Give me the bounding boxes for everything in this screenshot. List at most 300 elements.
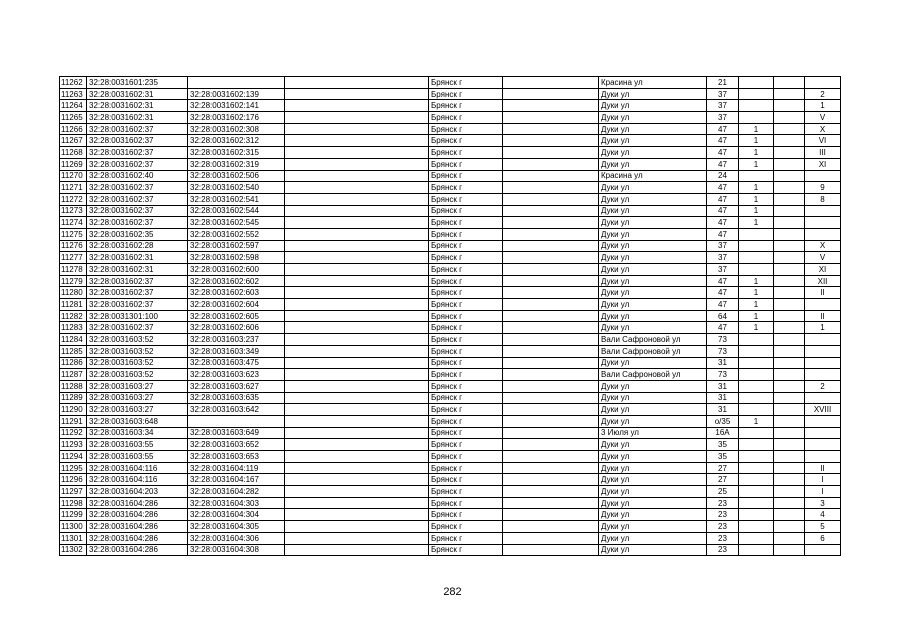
table-cell bbox=[503, 544, 599, 556]
table-cell bbox=[739, 427, 774, 439]
table-cell: 47 bbox=[707, 299, 739, 311]
table-cell: 32:28:0031603:475 bbox=[188, 357, 285, 369]
table-cell bbox=[285, 369, 429, 381]
table-cell: 32:28:0031603:635 bbox=[188, 392, 285, 404]
table-cell: Брянск г bbox=[429, 170, 503, 182]
table-cell bbox=[805, 451, 841, 463]
table-cell bbox=[774, 88, 805, 100]
table-cell bbox=[188, 77, 285, 89]
table-cell: Дуки ул bbox=[599, 392, 707, 404]
table-cell bbox=[285, 509, 429, 521]
table-cell: 47 bbox=[707, 228, 739, 240]
table-cell: 32:28:0031604:282 bbox=[188, 486, 285, 498]
table-cell: 32:28:0031603:237 bbox=[188, 334, 285, 346]
table-cell bbox=[503, 123, 599, 135]
table-cell: 32:28:0031602:604 bbox=[188, 299, 285, 311]
table-cell: 23 bbox=[707, 509, 739, 521]
table-row bbox=[60, 264, 841, 276]
table-cell bbox=[285, 345, 429, 357]
table-row bbox=[60, 462, 841, 474]
table-cell bbox=[285, 252, 429, 264]
table-cell: 32:28:0031603:34 bbox=[87, 427, 188, 439]
table-cell: 32:28:0031602:552 bbox=[188, 228, 285, 240]
table-cell: 11275 bbox=[60, 228, 87, 240]
table-row bbox=[60, 100, 841, 112]
table-cell bbox=[285, 88, 429, 100]
table-cell bbox=[774, 497, 805, 509]
table-cell bbox=[285, 100, 429, 112]
table-cell: Брянск г bbox=[429, 451, 503, 463]
table-cell: II bbox=[805, 287, 841, 299]
table-cell: X bbox=[805, 240, 841, 252]
table-cell bbox=[503, 521, 599, 533]
table-cell: X bbox=[805, 123, 841, 135]
table-cell: 32:28:0031603:623 bbox=[188, 369, 285, 381]
table-cell: Дуки ул bbox=[599, 88, 707, 100]
table-cell bbox=[503, 228, 599, 240]
table-cell bbox=[774, 462, 805, 474]
table-cell bbox=[774, 299, 805, 311]
table-cell: 11299 bbox=[60, 509, 87, 521]
table-cell bbox=[739, 357, 774, 369]
table-cell: 32:28:0031602:597 bbox=[188, 240, 285, 252]
table-cell: Дуки ул bbox=[599, 240, 707, 252]
table-cell bbox=[739, 112, 774, 124]
table-cell bbox=[503, 264, 599, 276]
table-cell: Дуки ул bbox=[599, 486, 707, 498]
table-cell: Дуки ул bbox=[599, 193, 707, 205]
table-cell bbox=[503, 193, 599, 205]
page-number: 282 bbox=[443, 586, 462, 598]
table-cell: 32:28:0031602:605 bbox=[188, 310, 285, 322]
table-cell bbox=[774, 521, 805, 533]
table-cell: 1 bbox=[739, 217, 774, 229]
table-cell: 32:28:0031602:37 bbox=[87, 182, 188, 194]
table-cell bbox=[774, 147, 805, 159]
table-cell bbox=[503, 147, 599, 159]
table-cell: 23 bbox=[707, 521, 739, 533]
table-cell: 37 bbox=[707, 240, 739, 252]
table-row bbox=[60, 380, 841, 392]
table-cell: 31 bbox=[707, 380, 739, 392]
table-cell bbox=[805, 544, 841, 556]
table-cell: 32:28:0031602:598 bbox=[188, 252, 285, 264]
table-cell: Брянск г bbox=[429, 404, 503, 416]
table-cell bbox=[774, 217, 805, 229]
table-cell: 11277 bbox=[60, 252, 87, 264]
table-cell bbox=[805, 439, 841, 451]
table-cell bbox=[774, 100, 805, 112]
table-cell bbox=[739, 334, 774, 346]
table-cell bbox=[805, 228, 841, 240]
table-cell: 32:28:0031604:119 bbox=[188, 462, 285, 474]
table-cell bbox=[285, 158, 429, 170]
table-cell: 5 bbox=[805, 521, 841, 533]
table-cell bbox=[285, 170, 429, 182]
table-cell bbox=[285, 486, 429, 498]
table-cell bbox=[739, 100, 774, 112]
table-cell: 11266 bbox=[60, 123, 87, 135]
table-cell: Брянск г bbox=[429, 474, 503, 486]
table-cell: Брянск г bbox=[429, 357, 503, 369]
table-cell: 32:28:0031602:139 bbox=[188, 88, 285, 100]
table-cell bbox=[774, 158, 805, 170]
table-cell bbox=[503, 182, 599, 194]
table-row bbox=[60, 474, 841, 486]
table-cell bbox=[774, 112, 805, 124]
table-cell: 32:28:0031603:652 bbox=[188, 439, 285, 451]
table-cell: 32:28:0031602:37 bbox=[87, 135, 188, 147]
table-cell: 1 bbox=[805, 100, 841, 112]
table-cell: 4 bbox=[805, 509, 841, 521]
table-cell bbox=[739, 474, 774, 486]
table-cell bbox=[774, 544, 805, 556]
table-cell: 32:28:0031602:35 bbox=[87, 228, 188, 240]
table-cell bbox=[503, 474, 599, 486]
table-cell: Брянск г bbox=[429, 415, 503, 427]
table-cell: Дуки ул bbox=[599, 158, 707, 170]
table-cell bbox=[285, 228, 429, 240]
table-cell: 37 bbox=[707, 112, 739, 124]
table-cell bbox=[285, 439, 429, 451]
table-cell: Дуки ул bbox=[599, 217, 707, 229]
table-row bbox=[60, 205, 841, 217]
table-cell: 25 bbox=[707, 486, 739, 498]
table-cell: Брянск г bbox=[429, 334, 503, 346]
table-cell: 32:28:0031602:37 bbox=[87, 158, 188, 170]
table-cell: 11264 bbox=[60, 100, 87, 112]
table-cell bbox=[774, 357, 805, 369]
table-cell: 32:28:0031604:308 bbox=[188, 544, 285, 556]
table-cell bbox=[805, 415, 841, 427]
table-cell: Брянск г bbox=[429, 310, 503, 322]
table-cell: Брянск г bbox=[429, 228, 503, 240]
table-cell: Дуки ул bbox=[599, 474, 707, 486]
table-cell: Дуки ул bbox=[599, 264, 707, 276]
table-row bbox=[60, 252, 841, 264]
table-cell: Дуки ул bbox=[599, 182, 707, 194]
table-cell: 1 bbox=[805, 322, 841, 334]
table-cell: Дуки ул bbox=[599, 310, 707, 322]
table-cell: XI bbox=[805, 264, 841, 276]
table-cell bbox=[805, 217, 841, 229]
table-cell: 32:28:0031602:141 bbox=[188, 100, 285, 112]
table-cell bbox=[503, 240, 599, 252]
table-cell: 11282 bbox=[60, 310, 87, 322]
table-cell: 11269 bbox=[60, 158, 87, 170]
table-cell: 73 bbox=[707, 369, 739, 381]
table-cell: Дуки ул bbox=[599, 380, 707, 392]
table-cell: Дуки ул bbox=[599, 123, 707, 135]
table-cell: 32:28:0031602:606 bbox=[188, 322, 285, 334]
table-cell: 47 bbox=[707, 322, 739, 334]
table-cell bbox=[285, 497, 429, 509]
table-cell: Брянск г bbox=[429, 240, 503, 252]
table-cell bbox=[774, 486, 805, 498]
table-row bbox=[60, 404, 841, 416]
table-cell: Брянск г bbox=[429, 392, 503, 404]
table-cell: Дуки ул bbox=[599, 147, 707, 159]
table-cell bbox=[503, 170, 599, 182]
table-cell bbox=[503, 217, 599, 229]
table-cell: 11265 bbox=[60, 112, 87, 124]
table-cell bbox=[805, 77, 841, 89]
table-cell: Брянск г bbox=[429, 77, 503, 89]
table-cell: Брянск г bbox=[429, 521, 503, 533]
table-cell bbox=[805, 345, 841, 357]
table-cell: 32:28:0031602:37 bbox=[87, 147, 188, 159]
table-row bbox=[60, 427, 841, 439]
table-cell bbox=[739, 228, 774, 240]
table-cell: 11279 bbox=[60, 275, 87, 287]
table-row bbox=[60, 544, 841, 556]
table-cell bbox=[774, 310, 805, 322]
table-cell bbox=[739, 532, 774, 544]
table-cell: Дуки ул bbox=[599, 544, 707, 556]
table-cell: 23 bbox=[707, 544, 739, 556]
table-cell: 11300 bbox=[60, 521, 87, 533]
table-cell bbox=[285, 474, 429, 486]
table-cell: 1 bbox=[739, 193, 774, 205]
table-cell: Дуки ул bbox=[599, 521, 707, 533]
table-cell: 11298 bbox=[60, 497, 87, 509]
table-cell bbox=[774, 252, 805, 264]
table-cell: 47 bbox=[707, 147, 739, 159]
table-row bbox=[60, 521, 841, 533]
table-cell bbox=[774, 345, 805, 357]
table-cell bbox=[774, 135, 805, 147]
table-cell: 11294 bbox=[60, 451, 87, 463]
table-cell: Брянск г bbox=[429, 275, 503, 287]
table-cell: 47 bbox=[707, 217, 739, 229]
table-cell: 31 bbox=[707, 392, 739, 404]
table-cell bbox=[739, 497, 774, 509]
table-cell: 32:28:0031602:37 bbox=[87, 287, 188, 299]
table-cell: 11267 bbox=[60, 135, 87, 147]
table-cell bbox=[805, 334, 841, 346]
table-cell: 27 bbox=[707, 474, 739, 486]
table-cell: 32:28:0031604:286 bbox=[87, 521, 188, 533]
table-cell: Дуки ул bbox=[599, 497, 707, 509]
table-cell bbox=[503, 287, 599, 299]
table-cell bbox=[285, 532, 429, 544]
table-cell: 32:28:0031604:303 bbox=[188, 497, 285, 509]
table-cell: 32:28:0031602:37 bbox=[87, 205, 188, 217]
table-cell bbox=[503, 486, 599, 498]
table-cell: 32:28:0031602:31 bbox=[87, 264, 188, 276]
table-cell: 32:28:0031602:37 bbox=[87, 275, 188, 287]
table-row bbox=[60, 415, 841, 427]
table-cell bbox=[774, 532, 805, 544]
table-cell: 11301 bbox=[60, 532, 87, 544]
table-cell bbox=[774, 415, 805, 427]
table-cell: 32:28:0031602:31 bbox=[87, 112, 188, 124]
table-cell: Брянск г bbox=[429, 135, 503, 147]
table-row bbox=[60, 369, 841, 381]
table-row bbox=[60, 275, 841, 287]
table-cell bbox=[503, 299, 599, 311]
table-cell: Брянск г bbox=[429, 486, 503, 498]
table-cell: Дуки ул bbox=[599, 275, 707, 287]
table-cell: Красина ул bbox=[599, 170, 707, 182]
table-cell: Брянск г bbox=[429, 217, 503, 229]
table-row bbox=[60, 287, 841, 299]
table-cell: 32:28:0031602:37 bbox=[87, 299, 188, 311]
table-cell bbox=[774, 392, 805, 404]
table-cell: 32:28:0031603:653 bbox=[188, 451, 285, 463]
table-cell: Брянск г bbox=[429, 299, 503, 311]
table-cell bbox=[805, 357, 841, 369]
table-cell: 47 bbox=[707, 158, 739, 170]
table-row bbox=[60, 182, 841, 194]
table-cell bbox=[503, 100, 599, 112]
table-cell bbox=[739, 345, 774, 357]
table-cell: 11289 bbox=[60, 392, 87, 404]
table-cell: 1 bbox=[739, 275, 774, 287]
table-cell: 11293 bbox=[60, 439, 87, 451]
table-cell bbox=[285, 217, 429, 229]
table-cell: 32:28:0031603:55 bbox=[87, 439, 188, 451]
table-cell: Брянск г bbox=[429, 369, 503, 381]
table-row bbox=[60, 334, 841, 346]
table-cell: 11270 bbox=[60, 170, 87, 182]
table-cell: Дуки ул bbox=[599, 439, 707, 451]
table-cell bbox=[739, 77, 774, 89]
table-cell bbox=[285, 521, 429, 533]
table-cell bbox=[739, 462, 774, 474]
table-cell bbox=[774, 427, 805, 439]
table-cell: 3 Июля ул bbox=[599, 427, 707, 439]
table-cell bbox=[285, 147, 429, 159]
table-row bbox=[60, 170, 841, 182]
table-cell: 73 bbox=[707, 345, 739, 357]
table-cell bbox=[774, 123, 805, 135]
table-cell bbox=[503, 532, 599, 544]
table-cell bbox=[503, 205, 599, 217]
table-cell bbox=[285, 322, 429, 334]
table-cell bbox=[805, 369, 841, 381]
table-cell: 1 bbox=[739, 310, 774, 322]
table-row bbox=[60, 147, 841, 159]
table-cell: 1 bbox=[739, 135, 774, 147]
table-cell: 11274 bbox=[60, 217, 87, 229]
cadastral-table bbox=[59, 76, 841, 556]
table-cell: XVIII bbox=[805, 404, 841, 416]
table-cell: 32:28:0031604:116 bbox=[87, 462, 188, 474]
table-cell bbox=[739, 380, 774, 392]
table-cell: 37 bbox=[707, 88, 739, 100]
table-row bbox=[60, 112, 841, 124]
table-cell: Брянск г bbox=[429, 345, 503, 357]
table-row bbox=[60, 310, 841, 322]
table-cell bbox=[503, 275, 599, 287]
table-cell bbox=[503, 439, 599, 451]
table-body bbox=[60, 77, 841, 556]
table-cell: Брянск г bbox=[429, 147, 503, 159]
table-cell bbox=[774, 369, 805, 381]
table-row bbox=[60, 193, 841, 205]
table-row bbox=[60, 322, 841, 334]
table-cell: 11292 bbox=[60, 427, 87, 439]
table-cell: 32:28:0031602:308 bbox=[188, 123, 285, 135]
table-cell: Дуки ул bbox=[599, 322, 707, 334]
table-row bbox=[60, 228, 841, 240]
table-cell: 11302 bbox=[60, 544, 87, 556]
table-cell bbox=[503, 77, 599, 89]
table-row bbox=[60, 509, 841, 521]
table-cell: 1 bbox=[739, 322, 774, 334]
table-cell: 47 bbox=[707, 193, 739, 205]
table-cell: 73 bbox=[707, 334, 739, 346]
table-cell bbox=[739, 509, 774, 521]
table-cell: Вали Сафроновой ул bbox=[599, 369, 707, 381]
table-cell: XII bbox=[805, 275, 841, 287]
table-cell bbox=[774, 451, 805, 463]
table-cell: 21 bbox=[707, 77, 739, 89]
table-cell: 11262 bbox=[60, 77, 87, 89]
table-cell bbox=[739, 264, 774, 276]
table-cell: Дуки ул bbox=[599, 532, 707, 544]
table-cell bbox=[739, 252, 774, 264]
table-cell: 32:28:0031604:203 bbox=[87, 486, 188, 498]
table-cell: 11288 bbox=[60, 380, 87, 392]
table-cell bbox=[285, 135, 429, 147]
table-cell: 3 bbox=[805, 497, 841, 509]
table-row bbox=[60, 357, 841, 369]
table-cell: 47 bbox=[707, 135, 739, 147]
table-cell bbox=[503, 310, 599, 322]
table-cell: 32:28:0031602:603 bbox=[188, 287, 285, 299]
table-cell: Дуки ул bbox=[599, 135, 707, 147]
table-cell: I bbox=[805, 474, 841, 486]
table-cell: V bbox=[805, 112, 841, 124]
table-row bbox=[60, 451, 841, 463]
table-cell bbox=[739, 486, 774, 498]
table-row bbox=[60, 240, 841, 252]
table-cell bbox=[774, 322, 805, 334]
table-cell: 32:28:0031603:52 bbox=[87, 334, 188, 346]
table-cell bbox=[774, 193, 805, 205]
table-cell: V bbox=[805, 252, 841, 264]
table-cell: 32:28:0031602:600 bbox=[188, 264, 285, 276]
table-cell: Брянск г bbox=[429, 532, 503, 544]
table-cell: Брянск г bbox=[429, 509, 503, 521]
table-cell: Брянск г bbox=[429, 123, 503, 135]
table-cell: 31 bbox=[707, 404, 739, 416]
table-cell: 32:28:0031603:52 bbox=[87, 357, 188, 369]
table-cell: Дуки ул bbox=[599, 100, 707, 112]
table-cell: Брянск г bbox=[429, 193, 503, 205]
table-row bbox=[60, 77, 841, 89]
table-cell: Дуки ул bbox=[599, 252, 707, 264]
table-cell bbox=[805, 427, 841, 439]
table-cell: Дуки ул bbox=[599, 299, 707, 311]
table-cell bbox=[774, 275, 805, 287]
table-cell bbox=[739, 521, 774, 533]
table-cell: 32:28:0031601:235 bbox=[87, 77, 188, 89]
table-cell: 2 bbox=[805, 380, 841, 392]
table-cell: 32:28:0031602:31 bbox=[87, 252, 188, 264]
table-cell bbox=[503, 415, 599, 427]
table-cell: Дуки ул bbox=[599, 462, 707, 474]
table-row bbox=[60, 123, 841, 135]
table-cell: 32:28:0031602:315 bbox=[188, 147, 285, 159]
table-cell: 32:28:0031602:544 bbox=[188, 205, 285, 217]
table-cell bbox=[774, 205, 805, 217]
table-cell: II bbox=[805, 310, 841, 322]
table-cell bbox=[188, 415, 285, 427]
table-cell bbox=[774, 287, 805, 299]
